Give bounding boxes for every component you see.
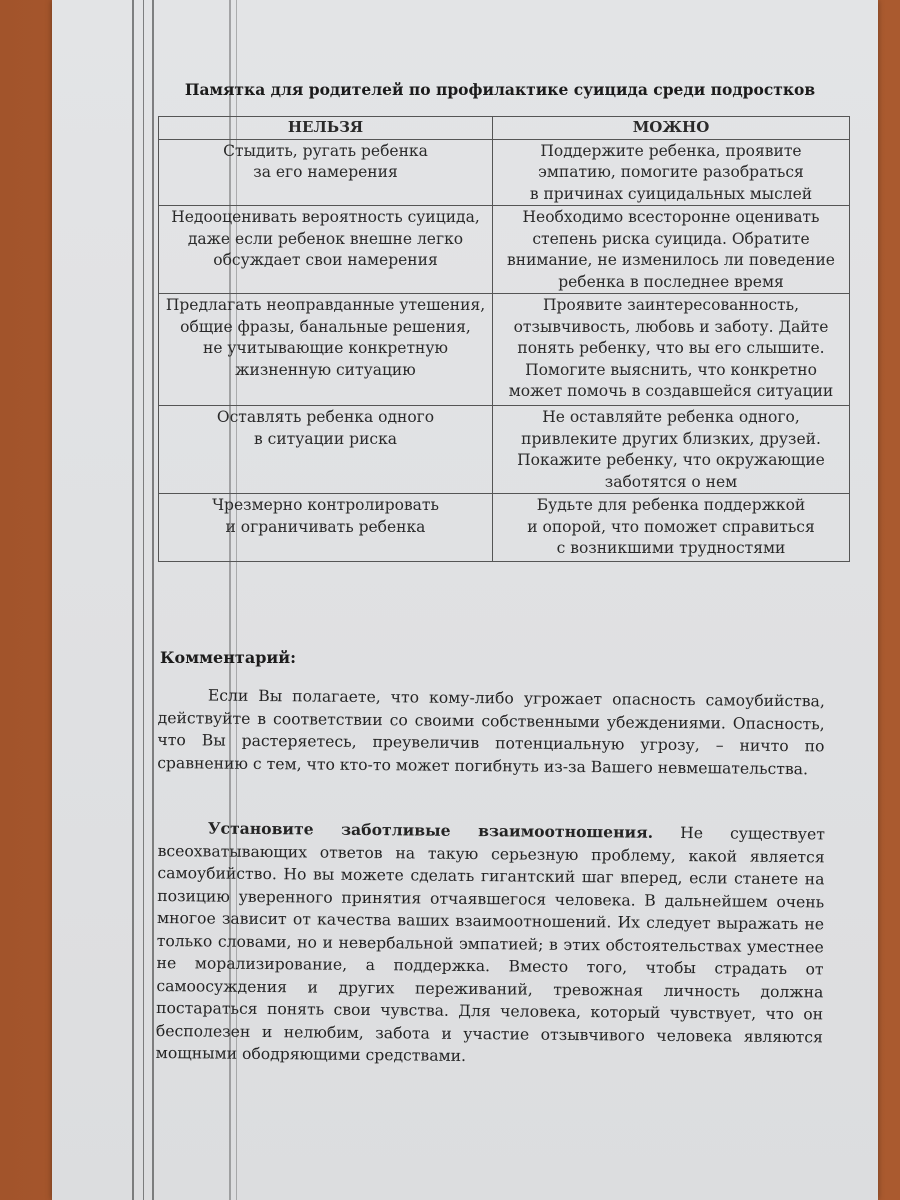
table-cell-allowed: Поддержите ребенка, проявите эмпатию, помогите разобраться в причинах суицидальных мыслей bbox=[493, 139, 850, 206]
table-cell-forbidden: Предлагать неоправданные утешения, общие фразы, банальные решения, не учитывающие конкретную жизненную ситуацию bbox=[159, 294, 493, 406]
table-cell-allowed: Проявите заинтересованность, отзывчивость, любовь и заботу. Дайте понять ребенку, что вы его слышите. Помогите выяснить, что конкретно может помочь в создавшейся ситуации bbox=[493, 294, 850, 406]
page-title: Памятка для родителей по профилактике суицида среди подростков bbox=[184, 80, 816, 99]
table-cell-allowed: Будьте для ребенка поддержкой и опорой, что поможет справиться с возникшими трудностями bbox=[493, 494, 850, 562]
table-cell-forbidden: Оставлять ребенка одного в ситуации риска bbox=[159, 406, 493, 494]
care-paragraph-body: Не существует всеохватывающих ответов на такую серьезную проблему, какой является самоубийство. Но вы можете сделать гигантский шаг вперед, если станете на позицию уверенного принятия отчаявшегося человека. В дальнейшем очень многое зависит от качества ваших взаимоотношений. Их следует выражать не только словами, но и невербальной эмпатией; в этих обстоятельствах уместнее не морализирование, а поддержка. Вместо того, чтобы страдать от самоосуждения и других переживаний, тревожная личность должна постараться понять свои чувства. Для человека, который чувствует, что он бесполезен и нелюбим, забота и участие отзывчивого человека являются мощными ободряющими средствами. bbox=[155, 823, 825, 1065]
table-cell-forbidden: Недооценивать вероятность суицида, даже если ребенок внешне легко обсуждает свои намерения bbox=[159, 206, 493, 294]
memo-table bbox=[158, 116, 850, 562]
care-paragraph-lead: Установите заботливые взаимоотношения. bbox=[207, 818, 654, 842]
table-cell-forbidden: Стыдить, ругать ребенка за его намерения bbox=[159, 139, 493, 206]
table-cell-forbidden: Чрезмерно контролировать и ограничивать ребенка bbox=[159, 494, 493, 562]
column-header-allowed: МОЖНО bbox=[493, 117, 850, 140]
table-row bbox=[159, 139, 850, 206]
care-paragraph bbox=[156, 817, 825, 1071]
comment-paragraph: Если Вы полагаете, что кому-либо угрожает опасность самоубийства, действуйте в соответствии со своими собственными убеждениями. Опасность, что Вы растеряетесь, преувеличив потенциальную угрозу, – ничто по сравнению с тем, что кто-то может погибнуть из-за Вашего невмешательства. bbox=[157, 686, 825, 778]
table-row bbox=[159, 406, 850, 494]
comment-heading: Комментарий: bbox=[160, 648, 297, 667]
table-row bbox=[159, 206, 850, 294]
column-header-forbidden: НЕЛЬЗЯ bbox=[159, 117, 493, 140]
table-header-row bbox=[159, 117, 850, 140]
table-cell-allowed: Не оставляйте ребенка одного, привлеките других близких, друзей. Покажите ребенку, что окружающие заботятся о нем bbox=[493, 406, 850, 494]
table-row bbox=[159, 294, 850, 406]
table-row bbox=[159, 494, 850, 562]
table-cell-allowed: Необходимо всесторонне оценивать степень риска суицида. Обратите внимание, не изменилось ли поведение ребенка в последнее время bbox=[493, 206, 850, 294]
